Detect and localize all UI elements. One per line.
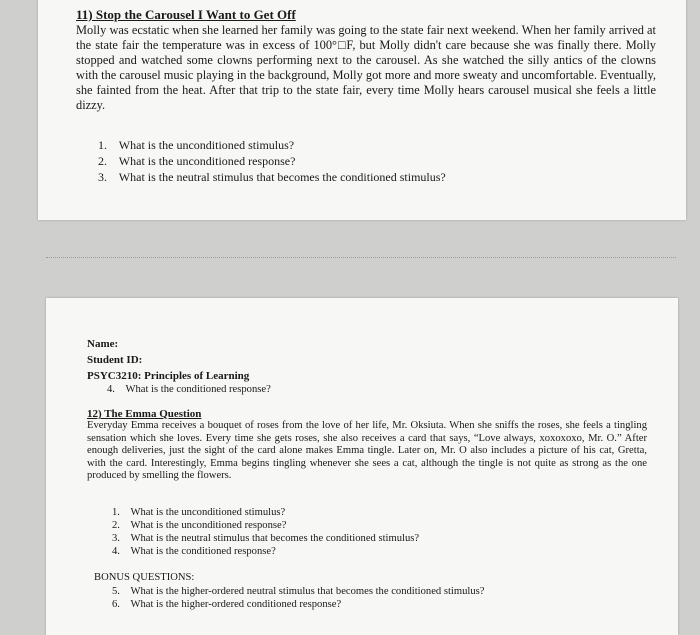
document-page-1 (38, 0, 686, 220)
question-item: 3. What is the neutral stimulus that becomes the conditioned stimulus? (98, 170, 446, 184)
section-11-paragraph: Molly was ecstatic when she learned her family was going to the state fair next weekend. When her family arrived at the state fair the temperature was in excess of 100°□F, but Molly didn't care because she was finally there. Molly stopped and watched some clowns performing next to the carousel. As she watched the silly antics of the clowns with the carousel music playing in the background, Molly got more and more sweaty and uncomfortable. Eventually, she fainted from the heat. After that trip to the state fair, every time Molly hears carousel musical she feels a little dizzy. (76, 23, 656, 112)
section-11-questions (98, 137, 446, 185)
question-item: 5. What is the higher-ordered neutral stimulus that becomes the conditioned stimulus? (112, 586, 485, 597)
section-12-title: 12) The Emma Question (87, 408, 202, 420)
question-item: 1. What is the unconditioned stimulus? (98, 138, 295, 152)
page-divider (46, 257, 676, 258)
bonus-questions (112, 585, 484, 611)
name-label: Name: (87, 338, 119, 350)
student-id-label: Student ID: (87, 354, 143, 366)
question-item: 2. What is the unconditioned response? (112, 520, 287, 531)
section-11-title: 11) Stop the Carousel I Want to Get Off (76, 7, 296, 22)
question-item: 4. What is the conditioned response? (112, 546, 276, 557)
question-item: 6. What is the higher-ordered conditioned response? (112, 599, 342, 610)
section-12 (87, 408, 647, 483)
section-11 (76, 7, 656, 113)
question-item: 1. What is the unconditioned stimulus? (112, 507, 286, 518)
question-item: 2. What is the unconditioned response? (98, 154, 296, 168)
course-title: PSYC3210: Principles of Learning (87, 370, 250, 382)
question-item: 3. What is the neutral stimulus that becomes the conditioned stimulus? (112, 533, 420, 544)
carryover-question: 4. What is the conditioned response? (107, 384, 271, 395)
bonus-heading: BONUS QUESTIONS: (94, 572, 195, 583)
document-page-2 (46, 298, 678, 635)
student-header (87, 336, 249, 384)
section-12-questions (112, 506, 419, 558)
section-12-paragraph: Everyday Emma receives a bouquet of roses from the love of her life, Mr. Oksiuta. When she sniffs the roses, she feels a tingling sensation which she loves. Every time she gets roses, she also receives a card that says, “Love always, xoxoxoxo, Mr. O.” After enough deliveries, just the sight of the card alone makes Emma tingle. Later on, Mr. O also includes a picture of his cat, Gretta, with the card. Interestingly, Emma begins tingling whenever she sees a cat, although the tingle is not quite as strong as the one produced by smelling the flowers. (87, 420, 647, 482)
